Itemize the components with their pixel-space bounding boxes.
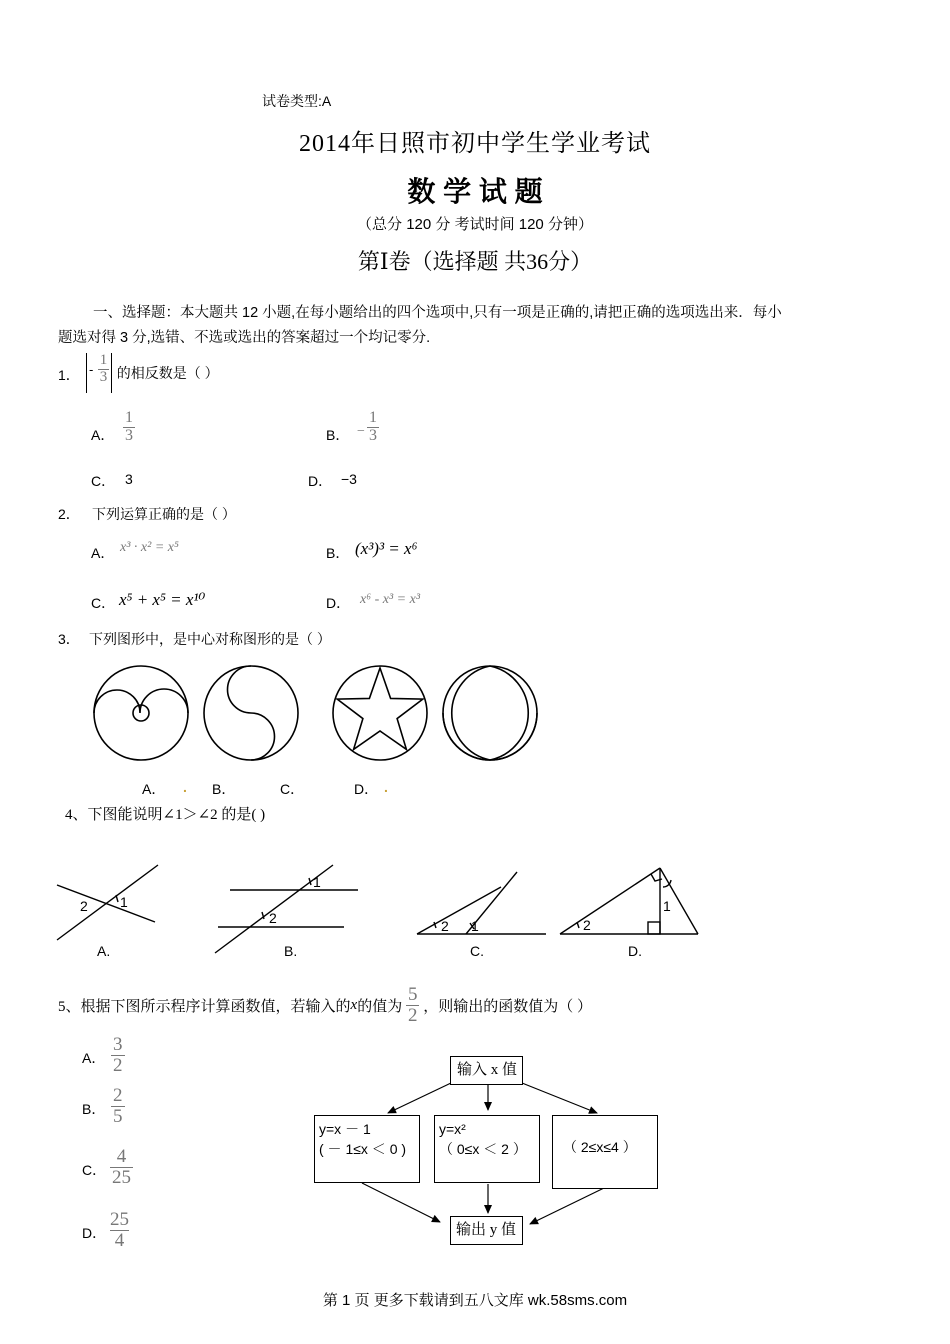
q4-c-angle-1: 1 — [471, 918, 479, 934]
q4-figure-c — [417, 872, 546, 934]
q1-frac-den: 3 — [99, 368, 108, 385]
q1-opt-c-label: C． — [91, 473, 116, 489]
subject-title: 数 学 试 题 — [407, 176, 543, 207]
q5-opt-b-num: 2 — [113, 1085, 123, 1106]
q5-opt-a-fraction — [111, 1035, 125, 1076]
q4-figure-d — [560, 868, 698, 934]
q1-opt-b-num: 1 — [369, 409, 377, 426]
q5-stem-mid: 的值为 — [357, 998, 403, 1015]
paper-type: 试卷类型:A — [262, 93, 332, 109]
q5-input-fraction — [406, 985, 420, 1026]
q5-flow-input-box: 输入 x 值 — [450, 1056, 523, 1085]
q2-opt-a-label: A． — [91, 545, 115, 561]
q3-label-c: C． — [280, 781, 305, 797]
q1-opt-b-fraction — [367, 410, 379, 445]
q5-opt-d-label: D． — [82, 1225, 107, 1241]
q5-flow-box2-line1: y=x² — [439, 1121, 466, 1137]
instructions-line2: 题选对得 3 分,选错、不选或选出的答案超过一个均记零分. — [58, 330, 431, 346]
q1-stem-suffix: 的相反数是（ ） — [116, 365, 219, 381]
q2-opt-c-math: x⁵ + x⁵ = x¹⁰ — [119, 590, 206, 609]
q3-stem: 下列图形中，是中心对称图形的是（ ） — [89, 631, 331, 647]
q1-opt-b-label: B． — [326, 427, 350, 443]
exam-title: 2014年日照市初中学生学业考试 — [299, 131, 651, 157]
q1-opt-a-label: A． — [91, 427, 115, 443]
q4-d-angle-2: 2 — [583, 917, 591, 933]
q5-opt-c-den: 25 — [112, 1166, 131, 1188]
q1-frac-num: 1 — [99, 352, 108, 368]
q2-opt-d-label: D． — [326, 595, 351, 611]
q1-absolute-value — [86, 353, 112, 393]
q5-flow-output-box: 输出 y 值 — [450, 1216, 523, 1245]
q4-a-angle-2: 2 — [80, 898, 88, 914]
q1-opt-a-den: 3 — [125, 426, 133, 444]
q5-opt-b-den: 5 — [113, 1105, 123, 1127]
q1-opt-d-value: −3 — [341, 471, 357, 487]
q4-figure-b — [215, 865, 358, 953]
q5-flow-box-2 — [434, 1115, 540, 1183]
q3-figures — [0, 660, 950, 780]
q1-number: 1． — [58, 367, 80, 383]
q5-flow-box3-line1: （ 2≤x≤4 ） — [563, 1139, 637, 1155]
q3-label-d: D． — [354, 781, 379, 797]
q5-input-num: 5 — [407, 984, 418, 1005]
q5-flow-box-3 — [552, 1115, 658, 1189]
q1-opt-b-den: 3 — [369, 426, 377, 444]
q3-number: 3． — [58, 631, 80, 647]
q1-stem — [86, 353, 219, 393]
q4-b-angle-1: 1 — [313, 874, 321, 890]
q3-dot-2: . — [384, 779, 388, 795]
q4-label-a: A. — [97, 943, 111, 959]
q4-figure-a — [57, 865, 158, 940]
q3-figure-a — [94, 666, 188, 760]
q5-flow-box1-line2: ( － 1≤x ＜ 0 ) — [319, 1141, 407, 1157]
q1-opt-c-value: 3 — [125, 471, 133, 487]
q2-opt-c-label: C． — [91, 595, 116, 611]
q1-opt-a-num: 1 — [125, 409, 133, 426]
q4-d-angle-1: 1 — [663, 898, 671, 914]
q4-c-angle-2: 2 — [441, 918, 449, 934]
q5-var-x: x — [350, 996, 358, 1013]
q5-flow-box1-line1: y=x － 1 — [319, 1121, 371, 1137]
q5-flow-box-1 — [314, 1115, 420, 1183]
q5-opt-c-label: C． — [82, 1162, 107, 1178]
q4-b-angle-2: 2 — [269, 910, 277, 926]
q4-a-angle-1: 1 — [120, 894, 128, 910]
q3-label-b: B． — [212, 781, 236, 797]
section-title: 第Ⅰ卷（选择题 共36分） — [357, 249, 593, 274]
instructions-line1: 一、选择题：本大题共 12 小题,在每小题给出的四个选项中,只有一项是正确的,请把正确的选项选出来．每小 — [93, 305, 782, 321]
q2-stem: 下列运算正确的是（ ） — [92, 506, 236, 522]
q1-opt-a-fraction — [123, 410, 135, 445]
q2-opt-b-math: (x³)³ = x⁶ — [355, 539, 418, 558]
q5-flow-box2-line2: （ 0≤x ＜ 2 ） — [439, 1141, 527, 1157]
q1-fraction — [98, 353, 110, 386]
q5-opt-d-den: 4 — [110, 1230, 129, 1251]
q5-opt-c-num: 4 — [116, 1146, 127, 1167]
q3-figure-c — [333, 666, 427, 760]
page-footer: 第 1 页 更多下载请到五八文库 wk.58sms.com — [322, 1292, 628, 1309]
q5-stem-suffix: ，则输出的函数值为（ ） — [423, 998, 592, 1015]
q2-opt-a-math: x³ · x² = x⁵ — [120, 540, 179, 555]
q3-label-a: A． — [142, 781, 166, 797]
q3-figure-b — [204, 666, 298, 760]
q5-opt-d-num: 25 — [110, 1209, 129, 1230]
q5-input-den: 2 — [407, 1004, 418, 1026]
q3-figure-d — [443, 666, 537, 760]
q5-opt-a-label: A． — [82, 1050, 106, 1066]
q3-dot-1: . — [183, 779, 187, 795]
q5-opt-a-den: 2 — [113, 1054, 123, 1076]
q5-stem — [58, 985, 592, 1029]
q2-opt-d-math: x⁶ - x³ = x³ — [360, 592, 421, 607]
q2-number: 2． — [58, 506, 80, 522]
exam-meta: （总分 120 分 考试时间 120 分钟） — [357, 216, 593, 233]
q5-opt-a-num: 3 — [113, 1034, 123, 1055]
q2-opt-b-label: B． — [326, 545, 350, 561]
q5-opt-b-label: B． — [82, 1101, 106, 1117]
q5-stem-prefix: 5、根据下图所示程序计算函数值，若输入的 — [58, 998, 351, 1015]
q1-opt-d-label: D． — [308, 473, 333, 489]
q4-stem: 4、下图能说明∠1＞∠2 的是( ) — [65, 807, 266, 823]
q4-label-c: C. — [470, 943, 484, 959]
q4-label-d: D. — [628, 943, 642, 959]
q4-label-b: B. — [284, 943, 298, 959]
q1-minus-sign: - — [89, 361, 94, 377]
q1-opt-b-sign: − — [357, 424, 365, 439]
